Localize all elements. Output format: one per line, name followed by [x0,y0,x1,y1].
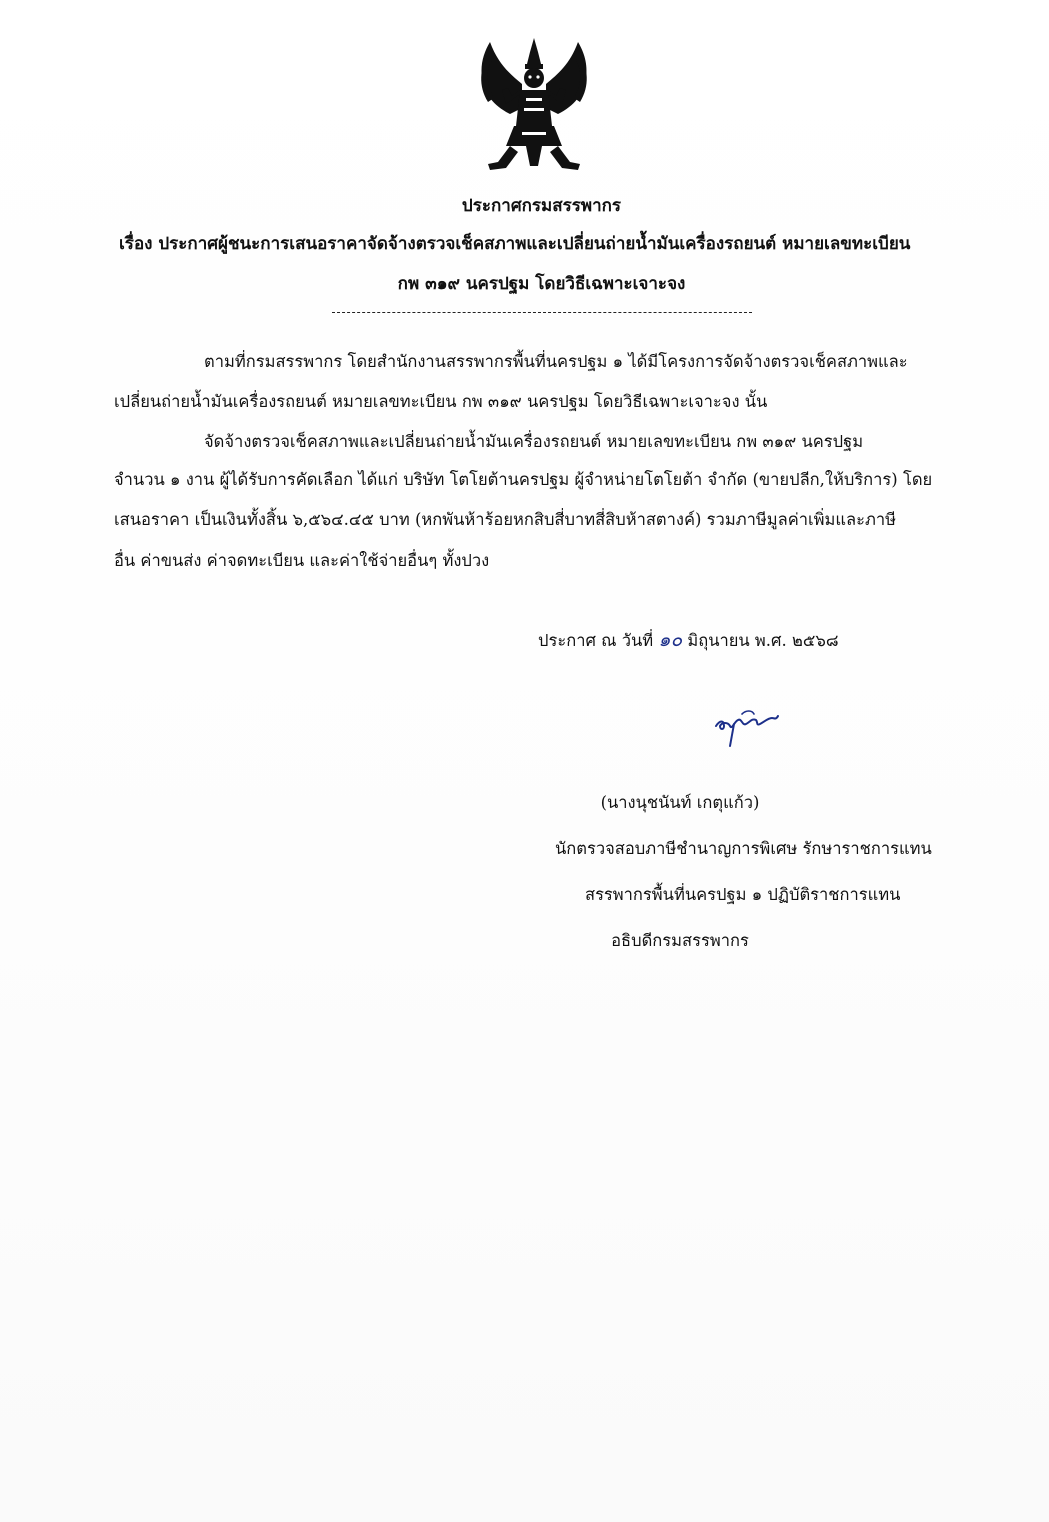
date-prefix: ประกาศ ณ วันที่ [538,631,654,650]
signatory-position3: อธิบดีกรมสรรพากร [611,931,749,950]
signatory-name: (นางนุชนันท์ เกตุแก้ว) [600,793,760,812]
body-paragraph1-line1: ตามที่กรมสรรพากร โดยสำนักงานสรรพากรพื้นที่นครปฐม ๑ ได้มีโครงการจัดจ้างตรวจเช็คสภาพและ [204,352,908,371]
date-day-handwritten: ๑๐ [658,629,683,651]
body-paragraph2-line2: จำนวน ๑ งาน ผู้ได้รับการคัดเลือก ได้แก่ บริษัท โตโยต้านครปฐม ผู้จำหน่ายโตโยต้า จำกัด (ขายปลีก,ให้บริการ) โดย [114,470,933,489]
announcement-date [538,625,839,655]
body-paragraph2-line3: เสนอราคา เป็นเงินทั้งสิ้น ๖,๕๖๔.๔๕ บาท (หกพันห้าร้อยหกสิบสี่บาทสี่สิบห้าสตางค์) รวมภาษีมูลค่าเพิ่มและภาษี [114,510,897,529]
date-suffix: มิถุนายน พ.ศ. ๒๕๖๘ [687,631,839,650]
document-subject-line1: เรื่อง ประกาศผู้ชนะการเสนอราคาจัดจ้างตรวจเช็คสภาพและเปลี่ยนถ่ายน้ำมันเครื่องรถยนต์ หมายเลขทะเบียน [119,234,911,254]
body-paragraph2-line4: อื่น ค่าขนส่ง ค่าจดทะเบียน และค่าใช้จ่ายอื่นๆ ทั้งปวง [114,551,490,570]
body-paragraph1-line2: เปลี่ยนถ่ายน้ำมันเครื่องรถยนต์ หมายเลขทะเบียน กพ ๓๑๙ นครปฐม โดยวิธีเฉพาะเจาะจง นั้น [114,392,768,411]
document-organization: ประกาศกรมสรรพากร [461,196,622,216]
divider [332,312,752,313]
body-paragraph2-line1: จัดจ้างตรวจเช็คสภาพและเปลี่ยนถ่ายน้ำมันเครื่องรถยนต์ หมายเลขทะเบียน กพ ๓๑๙ นครปฐม [204,432,864,451]
handwritten-signature [712,706,782,750]
document-subject-line2: กพ ๓๑๙ นครปฐม โดยวิธีเฉพาะเจาะจง [397,274,686,294]
signatory-position1: นักตรวจสอบภาษีชำนาญการพิเศษ รักษาราชการแทน [555,839,932,858]
signatory-position2: สรรพากรพื้นที่นครปฐม ๑ ปฏิบัติราชการแทน [585,885,901,904]
garuda-emblem-icon [470,34,598,176]
